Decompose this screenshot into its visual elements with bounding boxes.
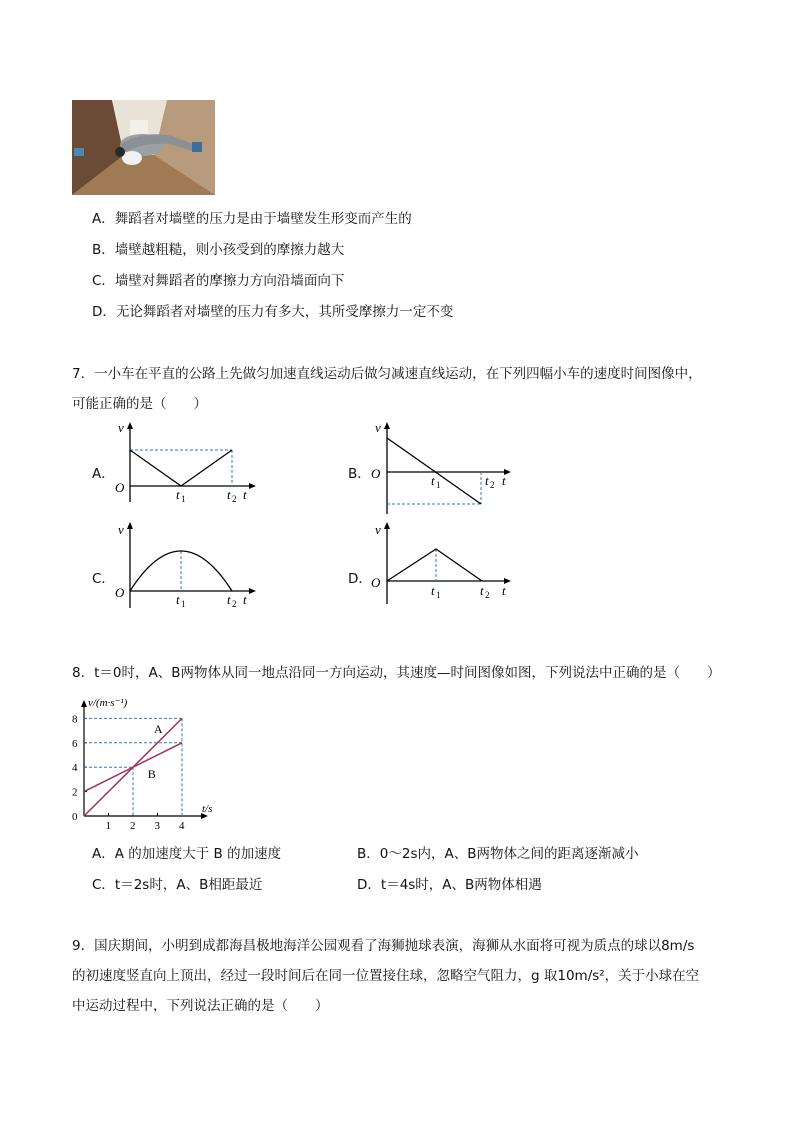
q9-line3: 中运动过程中，下列说法正确的是（ ） [72,998,329,1014]
series-label-A: A [153,722,163,737]
q7-graph-b [365,420,515,515]
origin-label: O [115,480,125,495]
q8-option-a: A．A 的加速度大于 B 的加速度 [92,846,282,862]
v-label: v [375,522,381,537]
x-axis-label: t/s [202,803,213,815]
q7-stem-line1: 7．一小车在平直的公路上先做匀加速直线运动后做匀减速直线运动，在下列四幅小车的速度时间图像中， [72,366,702,382]
origin-label: O [115,585,125,600]
q6-option-d: D．无论舞蹈者对墙壁的压力有多大，其所受摩擦力一定不变 [92,304,454,320]
q8-option-d: D．t＝4s时，A、B两物体相遇 [357,877,542,893]
v-label: v [375,420,381,435]
y-tick-label: 8 [72,713,78,726]
t1-label: t [431,583,435,598]
t1-sub: 1 [436,590,441,600]
t1-sub: 1 [436,480,441,490]
v-label: v [118,522,124,537]
series-label-B: B [147,767,156,782]
t2-label: t [480,583,484,598]
q7-graph-d-label: D． [348,571,372,587]
y-axis-arrow [81,700,87,707]
q7-graph-c [110,520,260,610]
t2-sub: 2 [232,494,237,504]
q6-option-c: C．墙壁对舞蹈者的摩擦力方向沿墙面向下 [92,273,345,289]
origin-label: O [371,575,381,590]
t2-sub: 2 [232,599,237,609]
q7-graph-b-label: B． [348,466,371,482]
t1-sub: 1 [181,494,186,504]
q8-option-b: B．0～2s内，A、B两物体之间的距离逐渐减小 [357,846,639,862]
t1-label: t [431,473,435,488]
q6-option-b: B．墙壁越粗糙，则小孩受到的摩擦力越大 [92,242,345,258]
t-axis-label: t [502,583,506,598]
x-tick-label: 1 [105,820,111,830]
t-axis-label: t [243,487,247,502]
q9-line2: 的初速度竖直向上顶出，经过一段时间后在同一位置接住球，忽略空气阻力，g 取10m/s²，关于小球在空 [72,968,700,984]
dancer-wall-photo [72,100,215,195]
y-axis-label: v/(m·s⁻¹) [88,697,128,709]
q6-option-a: A．舞蹈者对墙壁的压力是由于墙壁发生形变而产生的 [92,211,412,227]
t1-label: t [176,487,180,502]
x-tick-label: 4 [179,820,185,830]
q7-graph-c-label: C． [92,571,115,587]
t2-label: t [227,592,231,607]
x-tick-label: 2 [130,820,136,830]
t-axis-label: t [243,592,247,607]
q8-option-c: C．t＝2s时，A、B相距最近 [92,877,263,893]
y-tick-label: 2 [72,786,78,799]
q9-line1: 9．国庆期间，小明到成都海昌极地海洋公园观看了海狮抛球表演，海狮从水面将可视为质点的球以8m/s [72,938,695,954]
y-tick-label: 0 [72,811,78,823]
t2-label: t [485,473,489,488]
y-tick-label: 4 [72,762,78,775]
t1-label: t [176,592,180,607]
y-tick-label: 6 [72,737,78,750]
t2-label: t [227,487,231,502]
t1-sub: 1 [181,599,186,609]
q7-stem-line2: 可能正确的是（ ） [72,396,207,412]
x-tick-label: 3 [154,820,160,830]
q7-graph-a [110,420,260,505]
q7-graph-a-label: A． [92,466,115,482]
t2-sub: 2 [490,480,495,490]
q8-velocity-time-chart [68,690,228,830]
q8-stem: 8．t＝0时，A、B两物体从同一地点沿同一方向运动，其速度—时间图像如图，下列说法中正确的是（ ） [72,665,721,681]
v-label: v [118,420,124,435]
origin-label: O [371,466,381,481]
q7-graph-d [365,520,515,605]
t2-sub: 2 [485,590,490,600]
t-axis-label: t [502,473,506,488]
